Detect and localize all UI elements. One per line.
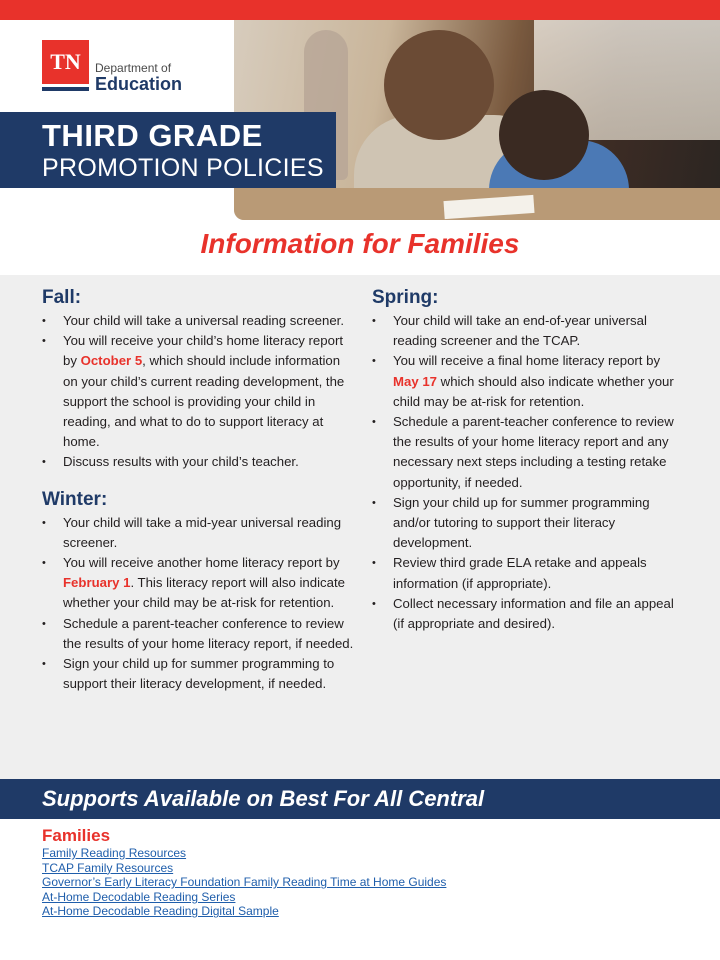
season-content — [0, 275, 720, 779]
supports-heading: Supports Available on Best For All Central — [0, 779, 720, 819]
link-family-reading-resources[interactable]: Family Reading Resources — [42, 846, 187, 860]
date-highlight: February 1 — [63, 575, 131, 591]
list-item: • You will receive another home literacy report by February 1. This literacy report will also indicate whether your child may be at-risk for retention. — [42, 553, 354, 614]
spring-title: Spring: — [372, 287, 439, 308]
list-item: • Your child will take a universal reading screener. — [42, 311, 354, 331]
logo-rule — [42, 87, 89, 91]
list-item: • Sign your child up for summer programming and/or tutoring to support their literacy development. — [372, 493, 684, 554]
families-section — [42, 826, 446, 919]
fall-title: Fall: — [42, 287, 82, 308]
list-item: • Your child will take an end-of-year universal reading screener and the TCAP. — [372, 311, 684, 351]
link-decodable-digital-sample[interactable]: At-Home Decodable Reading Digital Sample — [42, 904, 279, 919]
winter-title: Winter: — [42, 488, 108, 510]
photo-parent — [384, 30, 494, 140]
list-item: • Discuss results with your child’s teacher. — [42, 452, 354, 472]
list-item: • Schedule a parent-teacher conference to review the results of your home literacy report, if needed. — [42, 614, 354, 654]
info-heading: Information for Families — [200, 228, 520, 259]
page-title: THIRD GRADE — [42, 118, 263, 153]
link-decodable-reading-series[interactable]: At-Home Decodable Reading Series — [42, 889, 236, 904]
link-governors-literacy-guides[interactable]: Governor’s Early Literacy Foundation Family Reading Time at Home Guides — [42, 875, 447, 890]
list-item: • Review third grade ELA retake and appeals information (if appropriate). — [372, 553, 684, 593]
families-title: Families — [42, 826, 111, 845]
tn-education-logo — [42, 40, 182, 93]
logo-mark: TN — [42, 40, 89, 84]
date-highlight: May 17 — [393, 373, 437, 389]
logo-department: Department of — [95, 61, 172, 75]
list-item: • Sign your child up for summer programming to support their literacy development, if needed. — [42, 654, 354, 694]
list-item: • You will receive your child’s home literacy report by October 5, which should include information on your child’s current reading development, the support the school is providing your child in reading, and what to do to support literacy at home. — [42, 331, 354, 452]
title-band — [0, 112, 336, 188]
logo-education: Education — [95, 73, 183, 94]
list-item: • Schedule a parent-teacher conference to review the results of your home literacy report and any necessary next steps including a testing retake opportunity, if needed. — [372, 412, 684, 493]
list-item: • Your child will take a mid-year universal reading screener. — [42, 513, 354, 553]
list-item: • Collect necessary information and file an appeal (if appropriate and desired). — [372, 594, 684, 634]
date-highlight: October 5 — [80, 353, 143, 369]
photo-child — [499, 90, 589, 180]
fall-list — [42, 311, 354, 473]
page-subtitle: PROMOTION POLICIES — [42, 153, 324, 182]
spring-list — [372, 311, 684, 634]
winter-list — [42, 513, 354, 695]
top-accent-bar — [0, 0, 720, 20]
right-column — [372, 287, 684, 634]
link-tcap-family-resources[interactable]: TCAP Family Resources — [42, 860, 174, 875]
list-item: • You will receive a final home literacy report by May 17 which should also indicate whether your child may be at-risk for retention. — [372, 351, 684, 412]
left-column — [42, 287, 354, 694]
